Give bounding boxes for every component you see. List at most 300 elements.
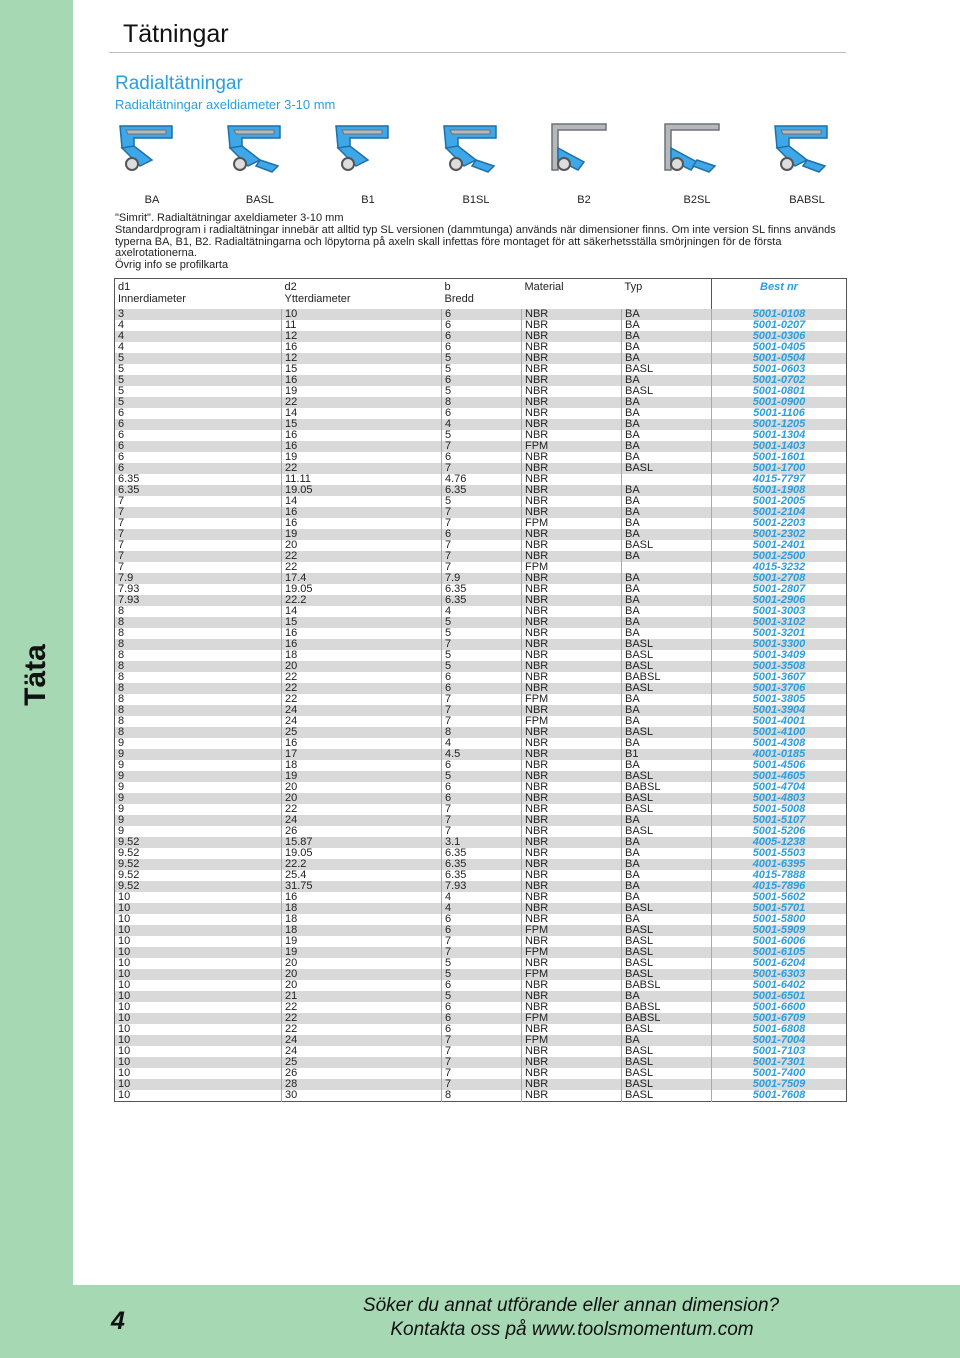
cell-d1: 10: [115, 969, 282, 980]
cell-d2: 15: [282, 419, 442, 430]
cell-best: 5001-1908: [712, 485, 847, 496]
cell-material: NBR: [522, 309, 622, 320]
cell-d1: 8: [115, 661, 282, 672]
cell-typ: BA: [622, 375, 712, 386]
cell-best: 4005-1238: [712, 837, 847, 848]
table-row: [115, 1068, 847, 1079]
cell-b: 7: [442, 826, 522, 837]
cell-b: 7: [442, 947, 522, 958]
cell-b: 5: [442, 969, 522, 980]
cell-d1: 10: [115, 936, 282, 947]
cell-d2: 28: [282, 1079, 442, 1090]
cell-material: NBR: [522, 683, 622, 694]
cell-d2: 24: [282, 815, 442, 826]
cell-d2: 15: [282, 364, 442, 375]
cell-d2: 18: [282, 760, 442, 771]
cell-d1: 7: [115, 496, 282, 507]
cell-material: NBR: [522, 826, 622, 837]
table-row: [115, 936, 847, 947]
cell-best: 5001-1403: [712, 441, 847, 452]
cell-best: 5001-7400: [752, 1067, 806, 1079]
cell-material: NBR: [522, 1057, 622, 1068]
table-row: [115, 309, 847, 320]
cell-typ: BASL: [622, 958, 712, 969]
cell-d1: 9.52: [115, 848, 282, 859]
cell-d2: 24: [282, 1035, 442, 1046]
cell-typ: BASL: [622, 1079, 712, 1090]
cell-material: NBR: [522, 749, 622, 760]
cell-typ: BASL: [622, 1024, 712, 1035]
cell-b: 6: [442, 342, 522, 353]
cell-d2: 25: [282, 727, 442, 738]
cell-d2: 18: [282, 903, 442, 914]
cell-d1: 8: [115, 617, 282, 628]
seal-spec-table: [114, 278, 847, 1102]
table-row: [115, 1046, 847, 1057]
cell-typ: BA: [622, 991, 712, 1002]
cell-d2: 15: [282, 617, 442, 628]
cell-d1: 6.35: [115, 474, 282, 485]
cell-best: 5001-6709: [712, 1013, 847, 1024]
cell-typ: BASL: [622, 771, 712, 782]
cell-typ: BA: [622, 408, 712, 419]
cell-b: 5: [442, 496, 522, 507]
cell-best: 4015-7896: [712, 881, 847, 892]
cell-material: FPM: [522, 716, 622, 727]
cell-b: 7: [442, 518, 522, 529]
cell-b: 7: [442, 463, 522, 474]
cell-best: 5001-3508: [712, 661, 847, 672]
cell-typ: BA: [622, 331, 712, 342]
cell-typ: BA: [622, 760, 712, 771]
seal-profile-label: BABSL: [789, 194, 825, 206]
table-row: [115, 1090, 847, 1102]
cell-typ: BA: [622, 529, 712, 540]
cell-b: 6.35: [442, 859, 522, 870]
footer-line-2: Kontakta oss på www.toolsmomentum.com: [390, 1319, 754, 1340]
cell-d1: 5: [115, 364, 282, 375]
cell-material: NBR: [522, 584, 622, 595]
table-row: [115, 452, 847, 463]
cell-material: NBR: [522, 628, 622, 639]
cell-d2: 20: [282, 958, 442, 969]
cell-d2: 11.11: [282, 474, 442, 485]
cell-b: 8: [442, 397, 522, 408]
cell-b: 6: [442, 793, 522, 804]
cell-best: 5001-3805: [752, 693, 806, 705]
seal-profile-6: [657, 114, 737, 209]
cell-b: 6: [442, 925, 522, 936]
cell-typ: BASL: [622, 386, 712, 397]
table-row: [115, 386, 847, 397]
cell-typ: BA: [622, 452, 712, 463]
cell-typ: BA: [622, 507, 712, 518]
table-row: [115, 507, 847, 518]
table-row: [115, 540, 847, 551]
cell-best: 5001-6105: [712, 947, 847, 958]
cell-typ: BA: [622, 485, 712, 496]
cell-d1: 8: [115, 683, 282, 694]
cell-material: NBR: [522, 661, 622, 672]
cell-b: 4: [442, 903, 522, 914]
cell-best: 5001-2500: [712, 551, 847, 562]
cell-typ: BASL: [622, 969, 712, 980]
cell-best: 5001-5800: [752, 913, 806, 925]
table-row: [115, 716, 847, 727]
header-best-nr: Best nr: [712, 279, 847, 310]
cell-best: 5001-5206: [752, 825, 806, 837]
cell-d2: 19: [282, 452, 442, 463]
cell-typ: BASL: [622, 826, 712, 837]
table-row: [115, 980, 847, 991]
cell-d2: 25.4: [282, 870, 442, 881]
cell-material: FPM: [522, 1013, 622, 1024]
cell-material: NBR: [522, 1046, 622, 1057]
cell-material: NBR: [522, 551, 622, 562]
cell-material: NBR: [522, 914, 622, 925]
cell-b: 5: [442, 386, 522, 397]
cell-d2: 18: [282, 925, 442, 936]
cell-best: 5001-4001: [752, 715, 806, 727]
sidebar-label: [6, 620, 66, 730]
table-row: [115, 529, 847, 540]
cell-material: NBR: [522, 364, 622, 375]
cell-material: NBR: [522, 705, 622, 716]
cell-d1: 10: [115, 991, 282, 1002]
cell-d2: 24: [282, 716, 442, 727]
table-row: [115, 694, 847, 705]
cell-d2: 22.2: [282, 595, 442, 606]
footer: [73, 1285, 960, 1358]
cell-d2: 14: [282, 408, 442, 419]
seal-profile-label: BASL: [245, 194, 275, 206]
cell-best: 5001-6402: [752, 979, 806, 991]
cell-best: 5001-0702: [712, 375, 847, 386]
cell-best: 5001-6006: [752, 935, 806, 947]
cell-b: 8: [442, 727, 522, 738]
cell-b: 6: [442, 529, 522, 540]
cell-material: NBR: [522, 958, 622, 969]
cell-d1: 10: [115, 1002, 282, 1013]
footer-line-1: Söker du annat utförande eller annan dimension?: [362, 1295, 780, 1316]
cell-best: 5001-6204: [752, 957, 806, 969]
cell-typ: BASL: [622, 727, 712, 738]
cell-b: 5: [442, 771, 522, 782]
table-header-row: [115, 279, 847, 310]
cell-material: NBR: [522, 980, 622, 991]
cell-b: 6: [442, 452, 522, 463]
cell-d1: 7: [115, 540, 282, 551]
cell-d2: 22: [282, 562, 442, 573]
cell-b: 8: [442, 1090, 522, 1102]
table-row: [115, 496, 847, 507]
cell-typ: BASL: [622, 936, 712, 947]
cell-typ: BA: [622, 881, 712, 892]
cell-typ: BASL: [622, 650, 712, 661]
table-row: [115, 837, 847, 848]
table-row: [115, 595, 847, 606]
cell-typ: BA: [622, 397, 712, 408]
cell-material: NBR: [522, 540, 622, 551]
table-row: [115, 397, 847, 408]
cell-d1: 6: [115, 419, 282, 430]
cell-best: 5001-0207: [752, 319, 806, 331]
cell-d1: 8: [115, 705, 282, 716]
cell-b: 7: [442, 815, 522, 826]
cell-typ: BA: [622, 430, 712, 441]
cell-best: 5001-3201: [752, 627, 806, 639]
cell-b: 4.5: [442, 749, 522, 760]
cell-d1: 9: [115, 738, 282, 749]
cell-d1: 9.52: [115, 881, 282, 892]
cell-b: 6.35: [442, 848, 522, 859]
cell-typ: BASL: [622, 925, 712, 936]
cell-d2: 16: [282, 628, 442, 639]
table-row: [115, 738, 847, 749]
cell-typ: BABSL: [622, 1013, 712, 1024]
cell-material: NBR: [522, 595, 622, 606]
cell-material: NBR: [522, 452, 622, 463]
table-row: [115, 672, 847, 683]
cell-d2: 20: [282, 969, 442, 980]
cell-best: 5001-5107: [712, 815, 847, 826]
table-row: [115, 991, 847, 1002]
cell-d2: 16: [282, 738, 442, 749]
cell-typ: BA: [622, 870, 712, 881]
cell-b: 7: [442, 551, 522, 562]
cell-typ: BA: [622, 716, 712, 727]
cell-best: 5001-4704: [752, 781, 806, 793]
cell-b: 7: [442, 705, 522, 716]
cell-d2: 16: [282, 518, 442, 529]
cell-b: 7: [442, 694, 522, 705]
cell-material: FPM: [522, 694, 622, 705]
cell-material: NBR: [522, 837, 622, 848]
cell-d2: 22: [282, 463, 442, 474]
cell-best: 5001-0603: [752, 363, 806, 375]
cell-material: NBR: [522, 463, 622, 474]
table-row: [115, 793, 847, 804]
cell-d2: 20: [282, 980, 442, 991]
cell-b: 6: [442, 914, 522, 925]
table-row: [115, 518, 847, 529]
cell-material: NBR: [522, 375, 622, 386]
cell-best: 4015-7797: [752, 473, 806, 485]
cell-d2: 12: [282, 331, 442, 342]
cell-d1: 6: [115, 452, 282, 463]
cell-typ: BA: [622, 1035, 712, 1046]
table-row: [115, 617, 847, 628]
table-row: [115, 573, 847, 584]
cell-material: NBR: [522, 1068, 622, 1079]
cell-d1: 8: [115, 672, 282, 683]
cell-d1: 10: [115, 892, 282, 903]
table-row: [115, 353, 847, 364]
cell-best: 5001-0900: [712, 397, 847, 408]
header-b: b Bredd: [444, 281, 474, 305]
cell-d2: 19.05: [282, 584, 442, 595]
cell-d2: 10: [282, 309, 442, 320]
cell-d2: 19: [282, 529, 442, 540]
page-header: [109, 14, 846, 53]
table-row: [115, 903, 847, 914]
cell-d2: 16: [282, 892, 442, 903]
table-row: [115, 958, 847, 969]
cell-d2: 14: [282, 496, 442, 507]
cell-d1: 8: [115, 606, 282, 617]
cell-d1: 6.35: [115, 485, 282, 496]
cell-best: 5001-0405: [752, 341, 806, 353]
cell-material: FPM: [522, 925, 622, 936]
cell-b: 6: [442, 320, 522, 331]
cell-b: 5: [442, 353, 522, 364]
cell-d2: 16: [282, 639, 442, 650]
table-row: [115, 815, 847, 826]
cell-d2: 22: [282, 804, 442, 815]
cell-b: 6: [442, 375, 522, 386]
cell-material: NBR: [522, 408, 622, 419]
cell-b: 6.35: [442, 584, 522, 595]
cell-best: 5001-7509: [712, 1079, 847, 1090]
cell-b: 4: [442, 419, 522, 430]
cell-d2: 19: [282, 936, 442, 947]
cell-b: 5: [442, 364, 522, 375]
cell-typ: BA: [622, 859, 712, 870]
cell-d1: 9: [115, 804, 282, 815]
table-row: [115, 551, 847, 562]
cell-typ: BA: [622, 441, 712, 452]
cell-d2: 16: [282, 441, 442, 452]
cell-d1: 10: [115, 947, 282, 958]
cell-b: 4: [442, 738, 522, 749]
cell-b: 4: [442, 892, 522, 903]
cell-d2: 18: [282, 914, 442, 925]
cell-d2: 20: [282, 782, 442, 793]
cell-material: NBR: [522, 903, 622, 914]
table-row: [115, 881, 847, 892]
page-number: 4: [111, 1307, 125, 1335]
cell-d1: 10: [115, 980, 282, 991]
header-d2: d2 Ytterdiameter: [284, 281, 351, 305]
cell-d1: 10: [115, 925, 282, 936]
cell-d2: 24: [282, 1046, 442, 1057]
table-row: [115, 826, 847, 837]
cell-b: 6: [442, 782, 522, 793]
seal-profile-4: [436, 114, 516, 209]
cell-b: 7: [442, 1046, 522, 1057]
cell-b: 6: [442, 760, 522, 771]
cell-d1: 9: [115, 815, 282, 826]
cell-d1: 5: [115, 375, 282, 386]
cell-typ: BASL: [622, 639, 712, 650]
cell-best: 5001-5008: [752, 803, 806, 815]
cell-b: 7: [442, 936, 522, 947]
cell-b: 5: [442, 628, 522, 639]
table-row: [115, 419, 847, 430]
cell-d2: 25: [282, 1057, 442, 1068]
cell-material: NBR: [522, 782, 622, 793]
cell-material: NBR: [522, 342, 622, 353]
table-row: [115, 870, 847, 881]
cell-best: 5001-6600: [752, 1001, 806, 1013]
cell-typ: BA: [622, 892, 712, 903]
cell-typ: BABSL: [622, 672, 712, 683]
cell-best: 5001-1205: [712, 419, 847, 430]
description-text: [115, 213, 847, 272]
cell-d1: 8: [115, 727, 282, 738]
cell-d2: 19.05: [282, 848, 442, 859]
cell-d2: 20: [282, 793, 442, 804]
table-row: [115, 1024, 847, 1035]
cell-best: 5001-7608: [752, 1089, 806, 1101]
table-row: [115, 430, 847, 441]
cell-typ: BASL: [622, 947, 712, 958]
cell-best: 5001-4308: [752, 737, 806, 749]
cell-best: 5001-7103: [752, 1045, 806, 1057]
table-row: [115, 848, 847, 859]
cell-typ: BA: [622, 419, 712, 430]
cell-typ: BA: [622, 617, 712, 628]
cell-b: 7: [442, 1068, 522, 1079]
cell-b: 6: [442, 309, 522, 320]
table-row: [115, 727, 847, 738]
seal-profile-label: BA: [144, 194, 160, 206]
cell-b: 5: [442, 650, 522, 661]
table-row: [115, 705, 847, 716]
cell-d1: 7: [115, 507, 282, 518]
cell-d1: 10: [115, 1046, 282, 1057]
description-line-1: "Simrit". Radialtätningar axeldiameter 3-10 mm: [115, 212, 344, 224]
cell-best: 5001-2005: [752, 495, 806, 507]
cell-d2: 24: [282, 705, 442, 716]
cell-d2: 20: [282, 661, 442, 672]
cell-b: 6: [442, 1002, 522, 1013]
cell-material: NBR: [522, 573, 622, 584]
table-row: [115, 859, 847, 870]
cell-typ: BASL: [622, 1090, 712, 1102]
cell-d1: 10: [115, 1090, 282, 1102]
cell-best: 5001-6501: [712, 991, 847, 1002]
cell-d1: 7: [115, 551, 282, 562]
cell-typ: BA: [622, 837, 712, 848]
cell-material: NBR: [522, 848, 622, 859]
cell-d1: 4: [115, 331, 282, 342]
cell-best: 5001-0108: [712, 309, 847, 320]
cell-d2: 19: [282, 386, 442, 397]
cell-best: 5001-4100: [712, 727, 847, 738]
table-row: [115, 1035, 847, 1046]
description-line-3: Övrig info se profilkarta: [115, 259, 229, 272]
cell-material: FPM: [522, 441, 622, 452]
cell-best: 5001-4506: [752, 759, 806, 771]
cell-d2: 22.2: [282, 859, 442, 870]
cell-d1: 9: [115, 749, 282, 760]
cell-typ: BASL: [622, 793, 712, 804]
cell-b: 5: [442, 617, 522, 628]
cell-d1: 6: [115, 408, 282, 419]
cell-best: 4015-7888: [752, 869, 806, 881]
cell-material: NBR: [522, 650, 622, 661]
cell-d2: 22: [282, 551, 442, 562]
cell-best: 5001-2302: [712, 529, 847, 540]
cell-b: 7: [442, 441, 522, 452]
cell-b: 5: [442, 958, 522, 969]
cell-d2: 14: [282, 606, 442, 617]
cell-b: 4.76: [442, 474, 522, 485]
cell-best: 5001-3102: [712, 617, 847, 628]
cell-material: FPM: [522, 969, 622, 980]
cell-d2: 22: [282, 1024, 442, 1035]
